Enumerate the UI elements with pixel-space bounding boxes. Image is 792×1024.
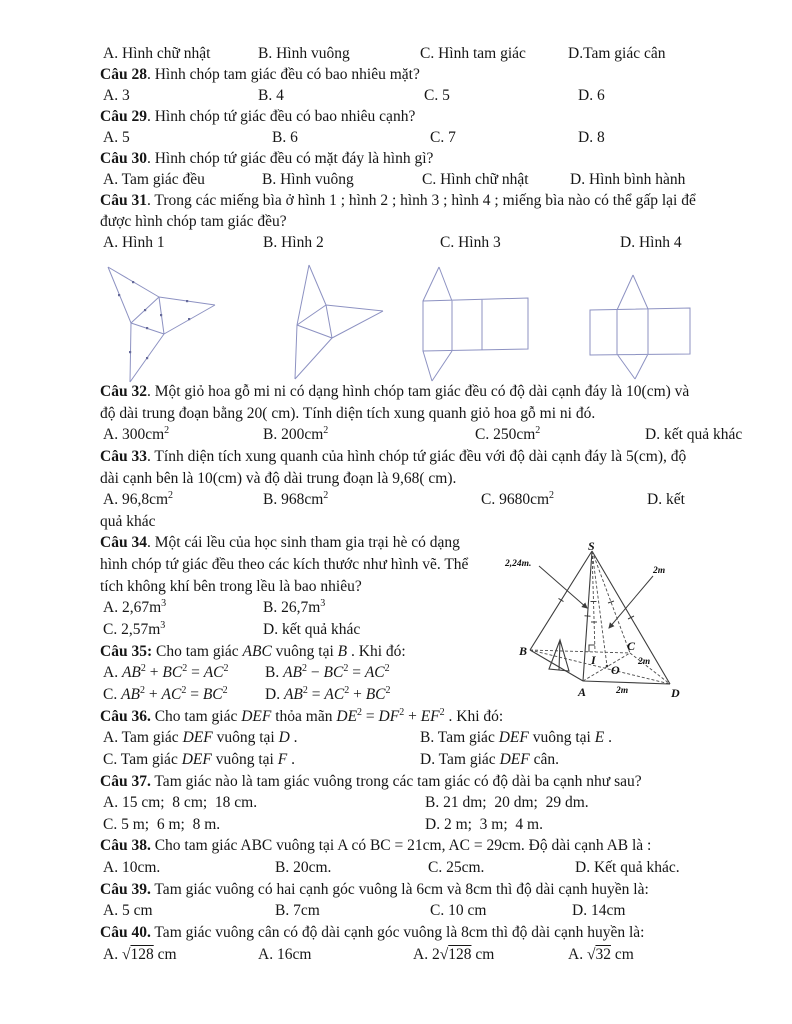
options-row xyxy=(100,597,700,619)
text-run: = xyxy=(186,685,203,703)
text-run: 2 xyxy=(385,684,391,696)
text-run: 32 xyxy=(595,945,611,963)
question-number: Câu 33 xyxy=(100,447,147,465)
text-run: + xyxy=(145,664,163,682)
option-item xyxy=(258,85,284,106)
text-run: AB xyxy=(121,664,141,682)
option-item xyxy=(263,619,360,641)
text-run: D. 8 xyxy=(578,129,605,146)
text-run: D xyxy=(278,729,290,747)
option-item xyxy=(420,749,559,771)
text-run: C. Hình 3 xyxy=(440,234,501,251)
text-run: AC xyxy=(161,685,182,703)
text-run: 2 xyxy=(344,684,350,696)
text-run: D. Kết quả khác. xyxy=(575,859,680,877)
text-run: AC xyxy=(364,664,385,682)
text-run: 2 xyxy=(302,684,308,696)
text-run: 2 xyxy=(222,684,228,696)
option-item xyxy=(620,232,682,253)
text-line xyxy=(100,576,700,598)
text-run: AC xyxy=(324,685,345,703)
text-run: + xyxy=(145,685,162,703)
text-run: 128 xyxy=(130,945,154,963)
question-number: Câu 37. xyxy=(100,772,151,790)
text-line xyxy=(100,706,700,728)
text-run: 2 xyxy=(140,684,146,696)
text-run: A. 2,67m xyxy=(103,599,162,617)
text-run: . xyxy=(604,729,612,747)
options-row xyxy=(100,944,700,966)
text-run: √ xyxy=(586,945,596,963)
text-run: D. 14cm xyxy=(572,902,626,920)
text-run: C. 9680cm xyxy=(481,491,550,509)
text-run: . Khi đó: xyxy=(444,707,504,725)
text-run: C. 7 xyxy=(430,129,456,146)
options-row xyxy=(100,169,700,190)
text-run: . Khi đó: xyxy=(347,642,406,660)
text-run: B. Tam giác xyxy=(420,729,499,747)
text-run: vuông tại xyxy=(211,750,278,768)
text-line xyxy=(100,771,700,793)
text-run: D. 2 m; 3 m; 4 m. xyxy=(425,815,543,833)
text-run: C. Hình tam giác xyxy=(420,45,526,62)
option-item xyxy=(103,597,166,619)
text-run: A. 10cm. xyxy=(103,859,161,877)
text-run: . Một giỏ hoa gỗ mi ni có dạng hình chóp tam giác đều có độ dài cạnh đáy là 10(cm) và xyxy=(146,383,690,400)
text-run: . Hình chóp tứ giác đều có bao nhiêu cạnh? xyxy=(146,108,416,125)
text-run: C. 2,57m xyxy=(103,621,161,639)
option-item xyxy=(103,727,298,749)
text-run: A. 5 xyxy=(103,129,130,146)
text-run: 2 xyxy=(535,425,541,437)
option-item xyxy=(263,232,324,253)
text-run: 2 xyxy=(399,706,405,718)
text-run: C. 5 m; 6 m; 8 m. xyxy=(103,815,221,833)
text-run: + xyxy=(404,707,421,725)
label-edge-2m-c: 2m xyxy=(638,657,651,667)
text-run: C. Tam giác xyxy=(103,750,182,768)
text-run: AB xyxy=(121,685,141,703)
option-item xyxy=(425,814,543,836)
text-run: . xyxy=(289,729,298,747)
text-run: B. Hình 2 xyxy=(263,234,324,251)
option-item xyxy=(570,169,685,190)
text-run: . Một cái lều của học sinh tham gia trại hè có dạng xyxy=(146,534,460,552)
text-run: C. xyxy=(103,685,122,703)
options-row xyxy=(100,684,700,706)
text-line xyxy=(100,190,700,211)
text-run: 3 xyxy=(160,619,166,631)
text-run: DEF xyxy=(182,729,213,747)
text-line xyxy=(100,64,700,85)
text-run: B. Hình vuông xyxy=(262,171,354,188)
text-run: 2 xyxy=(323,425,329,437)
text-run: A. 15 cm; 8 cm; 18 cm. xyxy=(103,794,258,812)
text-run: . Trong các miếng bìa ở hình 1 ; hình 2 ; hình 3 ; hình 4 ; miếng bìa nào có thể gấp lại để xyxy=(146,192,696,209)
text-run: C. Hình chữ nhật xyxy=(422,171,529,188)
text-run: . Tính diện tích xung quanh của hình chóp tứ giác đều với độ dài cạnh đáy là 5(cm), độ xyxy=(146,447,687,465)
text-run: vuông tại xyxy=(212,729,279,747)
text-run: DE xyxy=(336,707,358,725)
text-run: cm xyxy=(153,945,177,963)
text-run: A. xyxy=(103,664,122,682)
text-line xyxy=(100,641,700,663)
option-item xyxy=(103,619,165,641)
option-item xyxy=(103,662,229,684)
text-line xyxy=(100,211,700,232)
text-run: D.Tam giác cân xyxy=(568,45,666,62)
option-item xyxy=(645,424,742,446)
option-item xyxy=(103,127,130,148)
text-run: . Hình chóp tam giác đều có bao nhiêu mặt? xyxy=(146,66,420,83)
text-run: DEF xyxy=(498,729,529,747)
label-d: D xyxy=(671,686,680,700)
text-run: B. 20cm. xyxy=(275,859,332,877)
text-line xyxy=(100,148,700,169)
text-run: D. Hình bình hành xyxy=(570,171,686,188)
text-run: Cho tam giác ABC vuông tại A có BC = 21cm, AC = 29cm. Độ dài cạnh AB là : xyxy=(150,837,652,855)
text-run: = xyxy=(187,664,204,682)
text-run: √ xyxy=(439,945,449,963)
text-run: tích không khí bên trong lều là bao nhiêu? xyxy=(100,577,362,595)
text-run: + xyxy=(349,685,366,703)
text-line xyxy=(100,554,700,576)
question-number: Câu 32 xyxy=(100,383,147,400)
question-number: Câu 34 xyxy=(100,534,147,552)
text-run: B. 7cm xyxy=(275,902,320,920)
text-line xyxy=(100,879,700,901)
option-item xyxy=(103,944,177,966)
text-run: B. 200cm xyxy=(263,426,324,444)
option-item xyxy=(420,727,612,749)
text-line xyxy=(100,922,700,944)
text-run: cm xyxy=(610,945,634,963)
label-s: S xyxy=(588,542,595,553)
text-run: C. 250cm xyxy=(475,426,536,444)
text-run: . xyxy=(287,750,295,768)
text-run: Tam giác nào là tam giác vuông trong các tam giác có độ dài ba cạnh như sau? xyxy=(150,772,642,790)
text-run: D. kết quả khác xyxy=(645,426,743,444)
text-run: 2 xyxy=(323,490,329,502)
text-line xyxy=(100,511,700,533)
option-item xyxy=(413,944,494,966)
text-run: D. Hình 4 xyxy=(620,234,682,251)
option-item xyxy=(265,662,390,684)
text-run: F xyxy=(277,750,288,768)
option-item xyxy=(424,85,450,106)
text-run: 2 xyxy=(223,663,229,675)
option-item xyxy=(428,857,484,879)
text-run: B xyxy=(337,642,348,660)
text-run: độ dài trung đoạn bằng 20( cm). Tính diện tích xung quanh giỏ hoa gỗ mi ni đó. xyxy=(100,404,596,422)
option-item xyxy=(578,127,605,148)
label-c: C xyxy=(627,639,636,653)
text-run: Cho tam giác xyxy=(152,642,243,660)
options-row xyxy=(100,857,700,879)
text-run: = xyxy=(362,707,379,725)
option-item xyxy=(475,424,540,446)
options-row xyxy=(100,749,700,771)
text-run: = xyxy=(348,664,365,682)
text-run: 3 xyxy=(161,598,167,610)
text-line xyxy=(100,106,700,127)
text-run: cm xyxy=(471,945,495,963)
text-run: . Hình chóp tứ giác đều có mặt đáy là hình gì? xyxy=(146,150,434,167)
option-item xyxy=(440,232,501,253)
text-run: dài cạnh bên là 10(cm) và độ dài trung đoạn là 9,68( cm). xyxy=(100,469,457,487)
net-figures-row xyxy=(100,253,700,381)
options-row xyxy=(100,619,700,641)
option-item xyxy=(103,424,169,446)
text-run: BC xyxy=(202,685,223,703)
text-run: C. 25cm. xyxy=(428,859,485,877)
net-figure-4 xyxy=(586,268,696,386)
text-run: ABC xyxy=(242,642,272,660)
option-item xyxy=(263,597,325,619)
text-run: DF xyxy=(378,707,400,725)
text-run: A. 16cm xyxy=(258,945,312,963)
question-number: Câu 29 xyxy=(100,108,147,125)
options-row xyxy=(100,489,700,511)
options-row xyxy=(100,424,743,446)
text-run: Cho tam giác xyxy=(150,707,242,725)
text-run: A. Tam giác đều xyxy=(103,171,205,188)
text-run: A. xyxy=(103,945,122,963)
option-item xyxy=(420,43,526,64)
question-number: Câu 38. xyxy=(100,837,151,855)
text-line xyxy=(100,381,700,403)
text-run: 2 xyxy=(302,663,308,675)
option-item xyxy=(275,857,331,879)
text-run: A. 96,8cm xyxy=(103,491,169,509)
option-item xyxy=(430,127,456,148)
text-line xyxy=(100,446,700,468)
question-number: Câu 31 xyxy=(100,192,147,209)
text-run: cân. xyxy=(529,750,559,768)
text-run: 2 xyxy=(439,706,445,718)
option-item xyxy=(103,749,295,771)
text-run: AB xyxy=(283,685,303,703)
text-run: thỏa mãn xyxy=(271,707,337,725)
text-run: D. xyxy=(265,685,284,703)
option-item xyxy=(103,169,205,190)
option-item xyxy=(481,489,554,511)
text-run: A. 300cm xyxy=(103,426,165,444)
option-item xyxy=(647,489,685,511)
text-run: A. 5 cm xyxy=(103,902,153,920)
options-row xyxy=(100,792,700,814)
text-run: EF xyxy=(420,707,440,725)
text-run: 2 xyxy=(357,706,363,718)
text-run: B. 4 xyxy=(258,87,284,104)
options-row xyxy=(100,814,700,836)
question-number: Câu 40. xyxy=(100,924,151,942)
net-figure-3 xyxy=(418,262,533,384)
option-item xyxy=(103,684,228,706)
option-item xyxy=(272,127,298,148)
text-run: A. Hình chữ nhật xyxy=(103,45,211,62)
text-run: C. 10 cm xyxy=(430,902,487,920)
option-item xyxy=(263,424,328,446)
option-item xyxy=(265,684,391,706)
text-line xyxy=(100,835,700,857)
text-run: B. 26,7m xyxy=(263,599,321,617)
label-slant-2-24m: 2,24m. xyxy=(505,559,532,569)
text-run: E xyxy=(594,729,605,747)
text-run: Tam giác vuông có hai cạnh góc vuông là 6cm và 8cm thì độ dài cạnh huyền là: xyxy=(150,880,649,898)
text-run: A. 3 xyxy=(103,87,130,104)
label-b: B xyxy=(519,644,528,658)
option-item xyxy=(103,814,220,836)
text-run: √ xyxy=(121,945,131,963)
text-run: = xyxy=(307,685,325,703)
text-run: 3 xyxy=(320,598,326,610)
text-run: vuông tại xyxy=(528,729,595,747)
text-run: D. 6 xyxy=(578,87,605,104)
option-item xyxy=(103,900,153,922)
label-edge-2m-top: 2m xyxy=(653,566,666,576)
text-run: được hình chóp tam giác đều? xyxy=(100,213,287,230)
text-run: DEF xyxy=(499,750,530,768)
option-item xyxy=(103,792,257,814)
option-item xyxy=(263,489,328,511)
text-run: 2 xyxy=(168,490,174,502)
text-run: A. Hình 1 xyxy=(103,234,165,251)
text-run: B. 968cm xyxy=(263,491,324,509)
options-row xyxy=(100,727,700,749)
text-run: A. 2 xyxy=(413,945,440,963)
text-run: D. Tam giác xyxy=(420,750,500,768)
option-item xyxy=(258,43,350,64)
text-run: Tam giác vuông cân có độ dài cạnh góc vuông là 8cm thì độ dài cạnh huyền là: xyxy=(150,924,645,942)
label-a: A xyxy=(578,685,587,699)
option-item xyxy=(568,43,665,64)
text-run: 2 xyxy=(343,663,349,675)
question-number: Câu 30 xyxy=(100,150,147,167)
question-number: Câu 28 xyxy=(100,66,147,83)
text-run: 2 xyxy=(182,663,188,675)
option-item xyxy=(430,900,486,922)
text-run: A. xyxy=(568,945,587,963)
option-item xyxy=(425,792,589,814)
text-line xyxy=(100,403,700,425)
option-item xyxy=(258,944,311,966)
text-run: BC xyxy=(162,664,183,682)
label-o: O xyxy=(611,663,620,677)
option-item xyxy=(103,232,165,253)
text-run: 2 xyxy=(384,663,390,675)
text-run: B. Hình vuông xyxy=(258,45,350,62)
question-number: Câu 35: xyxy=(100,642,153,660)
option-item xyxy=(103,489,173,511)
option-item xyxy=(422,169,529,190)
options-row xyxy=(100,232,700,253)
question-number: Câu 39. xyxy=(100,880,151,898)
text-run: 2 xyxy=(140,663,146,675)
text-run: AC xyxy=(203,664,224,682)
question-number: Câu 36. xyxy=(100,707,151,725)
option-item xyxy=(262,169,354,190)
net-figure-2 xyxy=(291,260,395,382)
text-run: 128 xyxy=(448,945,472,963)
options-row xyxy=(100,127,700,148)
label-i: I xyxy=(591,653,596,667)
text-run: D. kết xyxy=(647,491,685,509)
text-run: BC xyxy=(365,685,386,703)
option-item xyxy=(103,85,130,106)
text-run: quả khác xyxy=(100,512,156,530)
option-item xyxy=(572,900,625,922)
option-item xyxy=(275,900,320,922)
text-run: 2 xyxy=(181,684,187,696)
content-area xyxy=(100,43,743,965)
net-figure-1 xyxy=(90,260,222,386)
option-item xyxy=(568,944,634,966)
text-run: hình chóp tứ giác đều theo các kích thước như hình vẽ. Thể xyxy=(100,556,469,574)
option-item xyxy=(575,857,680,879)
text-run: − xyxy=(307,664,324,682)
option-item xyxy=(578,85,605,106)
options-row xyxy=(100,43,700,64)
text-run: B. 21 dm; 20 dm; 29 dm. xyxy=(425,794,589,812)
label-edge-2m-ad: 2m xyxy=(616,686,629,696)
options-row xyxy=(100,85,700,106)
options-row xyxy=(100,900,700,922)
text-run: vuông tại xyxy=(271,642,338,660)
option-item xyxy=(103,43,210,64)
text-run: B. 6 xyxy=(272,129,298,146)
text-run: B. xyxy=(265,664,284,682)
text-line xyxy=(100,468,700,490)
text-run: A. Tam giác xyxy=(103,729,183,747)
text-run: BC xyxy=(323,664,344,682)
option-item xyxy=(103,857,160,879)
text-line xyxy=(100,532,700,554)
text-run: C. 5 xyxy=(424,87,450,104)
text-run: D. kết quả khác xyxy=(263,621,361,639)
text-run: 2 xyxy=(164,425,170,437)
options-row xyxy=(100,662,700,684)
text-run: 2 xyxy=(549,490,555,502)
text-run: DEF xyxy=(241,707,272,725)
text-run: AB xyxy=(283,664,303,682)
text-run: DEF xyxy=(181,750,212,768)
